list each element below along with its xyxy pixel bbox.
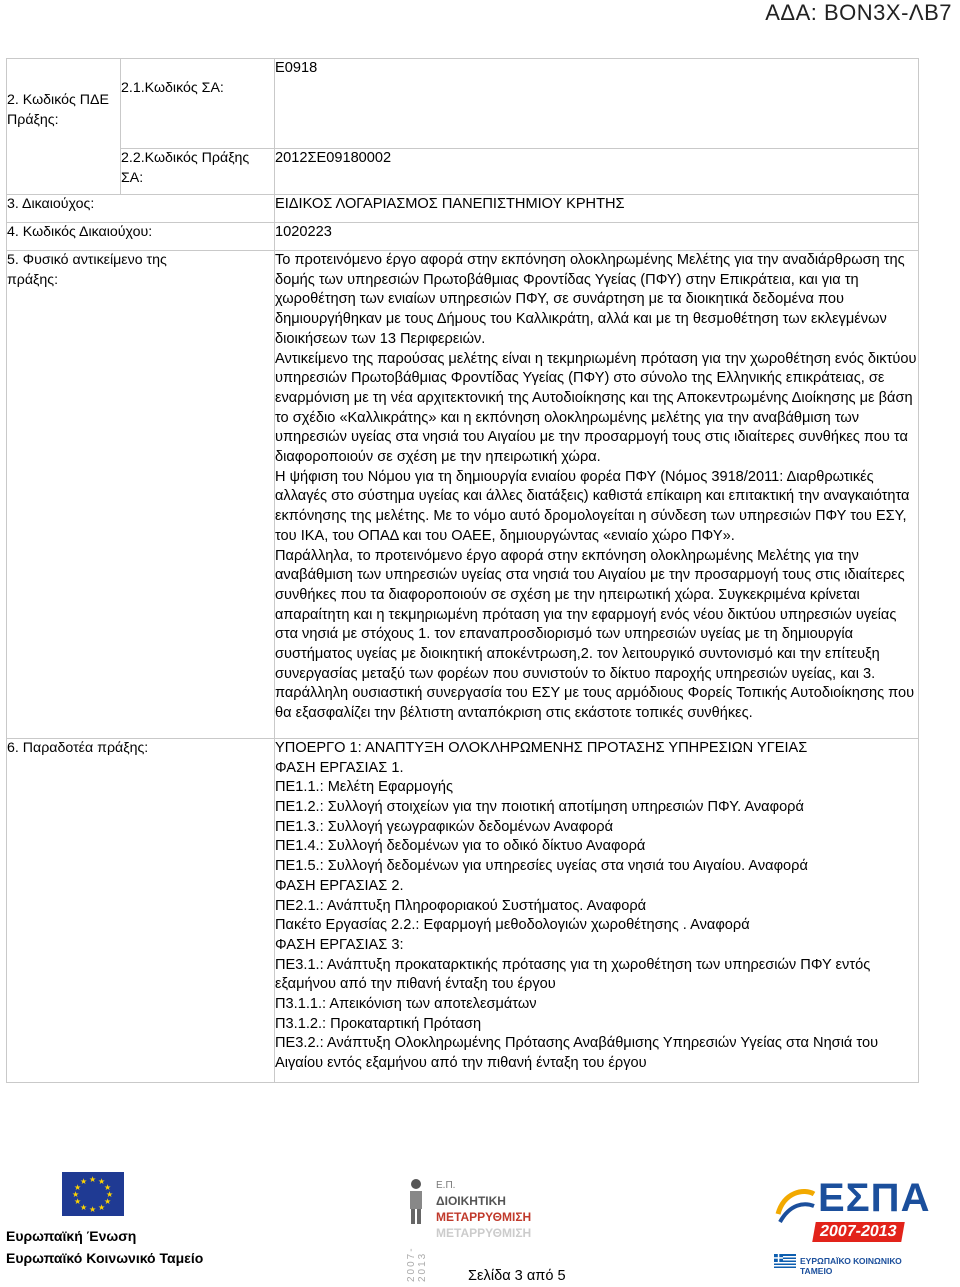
list-item: ΦΑΣΗ ΕΡΓΑΣΙΑΣ 1. (275, 759, 404, 776)
object-label-cell (7, 251, 275, 739)
sa-project-label: 2.2.Κωδικός Πράξης ΣΑ: (121, 150, 250, 186)
object-paragraph: Αντικείμενο της παρούσας μελέτης είναι η τεκμηριωμένη πρόταση για την χωροθέτηση ενός δικτύου υπηρεσιών Πρωτοβάθμιας Φροντίδας Υγείας (ΠΦΥ) στο σύνολο της Ελληνικής επικράτειας, σε εναρμόνιση με τη νέα αρχιτεκτονική της Αυτοδιοίκησης και της Αποκεντρωμένης Διοίκησης με βάση το σχέδιο «Καλλικράτης» και η εκπόνηση ολοκληρωμένης μελέτης για την αναβάθμιση των υπηρεσιών υγείας στα νησιά του Αιγαίου με την προσαρμογή τους στις ιδιαίτερες συνθήκες που τα διαφοροποιούν σε σχέση με την ηπειρωτική χώρα. (275, 350, 917, 466)
list-item: Πακέτο Εργασίας 2.2.: Εφαρμογή μεθοδολογιών χωροθέτησης . Αναφορά (275, 917, 750, 934)
list-item: ΠΕ1.2.: Συλλογή στοιχείων για την ποιοτική αποτίμηση υπηρεσιών ΠΦΥ. Αναφορά (275, 798, 804, 815)
list-item: ΦΑΣΗ ΕΡΓΑΣΙΑΣ 2. (275, 877, 404, 894)
eu-logo-block (6, 1172, 236, 1266)
espa-years: 2007-2013 (812, 1222, 904, 1242)
object-paragraph: Το προτεινόμενο έργο αφορά στην εκπόνηση ολοκληρωμένης Μελέτης για την αναδιάρθρωση της δομής των υπηρεσιών Πρωτοβάθμιας Φροντίδας Υγείας (ΠΦΥ) στην Επικράτεια, και για τη χωροθέτηση των ενιαίων υπηρεσιών ΠΦΥ, σε συνάρτηση με τα διοικητικά δεδομένα που δημιουργήθηκαν με τους Δήμους του Καλλικράτη, αλλά και με τη θεσμοθέτηση των εκλεγμένων διοικήσεων των 13 Περιφερειών. (275, 252, 905, 347)
ep-years: 2007-2013 (406, 1246, 428, 1282)
list-item: ΦΑΣΗ ΕΡΓΑΣΙΑΣ 3: (275, 936, 404, 953)
project-details-table (6, 58, 919, 1083)
espa-wordmark: ΕΣΠΑ (818, 1176, 931, 1220)
eu-flag-icon: ★ ★ ★ ★ ★ ★ ★ ★ ★ ★ ★ ★ (62, 1172, 124, 1216)
deliverables-cell (275, 738, 919, 1082)
list-item: ΥΠΟΕΡΓΟ 1: ΑΝΑΠΤΥΞΗ ΟΛΟΚΛΗΡΩΜΕΝΗΣ ΠΡΟΤΑΣΗΣ ΥΠΗΡΕΣΙΩΝ ΥΓΕΙΑΣ (275, 739, 808, 756)
sa-code-value: Ε0918 (275, 60, 318, 76)
table-row (7, 195, 919, 223)
object-label: 5. Φυσικό αντικείμενο της πράξης: (7, 252, 167, 288)
person-icon (404, 1178, 428, 1226)
beneficiary-code-label: 4. Κωδικός Δικαιούχου: (7, 224, 153, 240)
sa-code-label: 2.1.Κωδικός ΣΑ: (121, 80, 224, 96)
ep-small-label: Ε.Π. (436, 1180, 456, 1191)
deliverables-label-cell (7, 738, 275, 1082)
eu-union-label: Ευρωπαϊκή Ένωση (6, 1228, 137, 1244)
espa-swirl-icon (774, 1184, 818, 1228)
beneficiary-label: 3. Δικαιούχος: (7, 196, 95, 212)
table-row (7, 149, 919, 195)
page-number: Σελίδα 3 από 5 (468, 1268, 566, 1284)
list-item: ΠΕ2.1.: Ανάπτυξη Πληροφοριακού Συστήματος. Αναφορά (275, 897, 647, 914)
list-item: ΠΕ1.5.: Συλλογή δεδομένων για υπηρεσίες υγείας στα νησιά του Αιγαίου. Αναφορά (275, 858, 808, 875)
table-row (7, 59, 919, 149)
beneficiary-value: ΕΙΔΙΚΟΣ ΛΟΓΑΡΙΑΣΜΟΣ ΠΑΝΕΠΙΣΤΗΜΙΟΥ ΚΡΗΤΗΣ (275, 196, 625, 212)
pde-label: 2. Κωδικός ΠΔΕ Πράξης: (7, 92, 109, 128)
list-item: ΠΕ3.2.: Ανάπτυξη Ολοκληρωμένης Πρότασης Αναβάθμισης Υπηρεσιών Υγείας στα Νησιά του Αιγαίου εντός εξαμήνου από την πιθανή ένταξη του έργου (275, 1035, 879, 1072)
ada-code: ΑΔΑ: ΒΟΝ3Χ-ΛΒ7 (765, 0, 952, 25)
sa-project-value-cell (275, 149, 919, 195)
beneficiary-value-cell (275, 195, 919, 223)
eu-social-fund-label: Ευρωπαϊκό Κοινωνικό Ταμείο (6, 1250, 204, 1266)
sa-project-value: 2012ΣΕ09180002 (275, 150, 392, 166)
list-item: Π3.1.2.: Προκαταρτική Πρόταση (275, 1015, 482, 1032)
beneficiary-label-cell (7, 195, 275, 223)
deliverables-label: 6. Παραδοτέα πράξης: (7, 739, 149, 756)
sa-project-label-cell (121, 149, 275, 195)
sa-code-label-cell (121, 59, 275, 149)
object-paragraph: Η ψήφιση του Νόμου για τη δημιουργία ενιαίου φορέα ΠΦΥ (Νόμος 3918/2011: Διαρθρωτικές αλλαγές στο σύστημα υγείας και άλλες διατάξεις) καθιστά επίκαιρη και επιτακτική την αναγκαιότητα εκπόνησης της μελέτης. Με το νόμο αυτό δρομολογείται η σύνδεση των υπηρεσιών ΠΦΥ του ΕΣΥ, του ΙΚΑ, του ΟΠΑΔ και του ΟΑΕΕ, δημιουργώντας «ενιαίο χώρο ΠΦΥ». (275, 468, 910, 544)
table-row (7, 251, 919, 739)
ep-title-line1: ΔΙΟΙΚΗΤΙΚΗ (436, 1194, 506, 1208)
admin-reform-logo (404, 1172, 532, 1282)
greek-flag-icon (774, 1254, 796, 1268)
list-item: ΠΕ3.1.: Ανάπτυξη προκαταρκτικής πρότασης για τη χωροθέτηση των υπηρεσιών ΠΦΥ εντός εξαμήνου από την πιθανή ένταξη του έργου (275, 956, 871, 993)
list-item: Π3.1.1.: Απεικόνιση των αποτελεσμάτων (275, 996, 537, 1013)
object-paragraph: Παράλληλα, το προτεινόμενο έργο αφορά στην εκπόνηση ολοκληρωμένης Μελέτης για την αναβάθμιση των υπηρεσιών υγείας στα νησιά του Αιγαίου με την προσαρμογή τους στις ιδιαίτερες συνθήκες που τα διαφοροποιούν σε σχέση με την ηπειρωτική χώρα. Συγκεκριμένα κρίνεται απαραίτητη και η τεκμηριωμένη πρόταση για την εφαρμογή ενός νέου δικτύου υπηρεσιών υγείας στα νησιά με στόχους 1. τον επαναπροσδιορισμό των υπηρεσιών υγείας με τη δημιουργία συστήματος υγείας με διοικητική αποκέντρωση,2. τον λειτουργικό συντονισμό και την επίτευξη συνεργασίας μεταξύ των φορέων που συνιστούν το δίκτυο παροχής υπηρεσιών υγείας, και 3. παράλληλη ουσιαστική συνεργασία του ΕΣΥ με τους αρμόδιους Φορείς Τοπικής Αυτοδιοίκησης που θα εξασφαλίζει την βέλτιστη ανταπόκριση στις εκάστοτε τοπικές συνθήκες. (275, 547, 915, 722)
table-row (7, 738, 919, 1082)
beneficiary-code-value: 1020223 (275, 224, 332, 240)
espa-fund-label: ΕΥΡΩΠΑΪΚΟ ΚΟΙΝΩΝΙΚΟ ΤΑΜΕΙΟ (800, 1256, 902, 1276)
deliverables-list (275, 739, 918, 1074)
sa-code-value-cell (275, 59, 919, 149)
table-row (7, 223, 919, 251)
list-item: ΠΕ1.3.: Συλλογή γεωγραφικών δεδομένων Αναφορά (275, 818, 614, 835)
beneficiary-code-value-cell (275, 223, 919, 251)
ep-title-line2: ΜΕΤΑΡΡΥΘΜΙΣΗ (436, 1210, 532, 1224)
espa-logo (770, 1172, 931, 1282)
ep-title-line3: ΜΕΤΑΡΡΥΘΜΙΣΗ (436, 1226, 532, 1240)
pde-label-cell (7, 59, 121, 195)
list-item: ΠΕ1.4.: Συλλογή δεδομένων για το οδικό δίκτυο Αναφορά (275, 838, 646, 855)
list-item: ΠΕ1.1.: Μελέτη Εφαρμογής (275, 779, 454, 796)
beneficiary-code-label-cell (7, 223, 275, 251)
object-text-cell (275, 251, 919, 739)
